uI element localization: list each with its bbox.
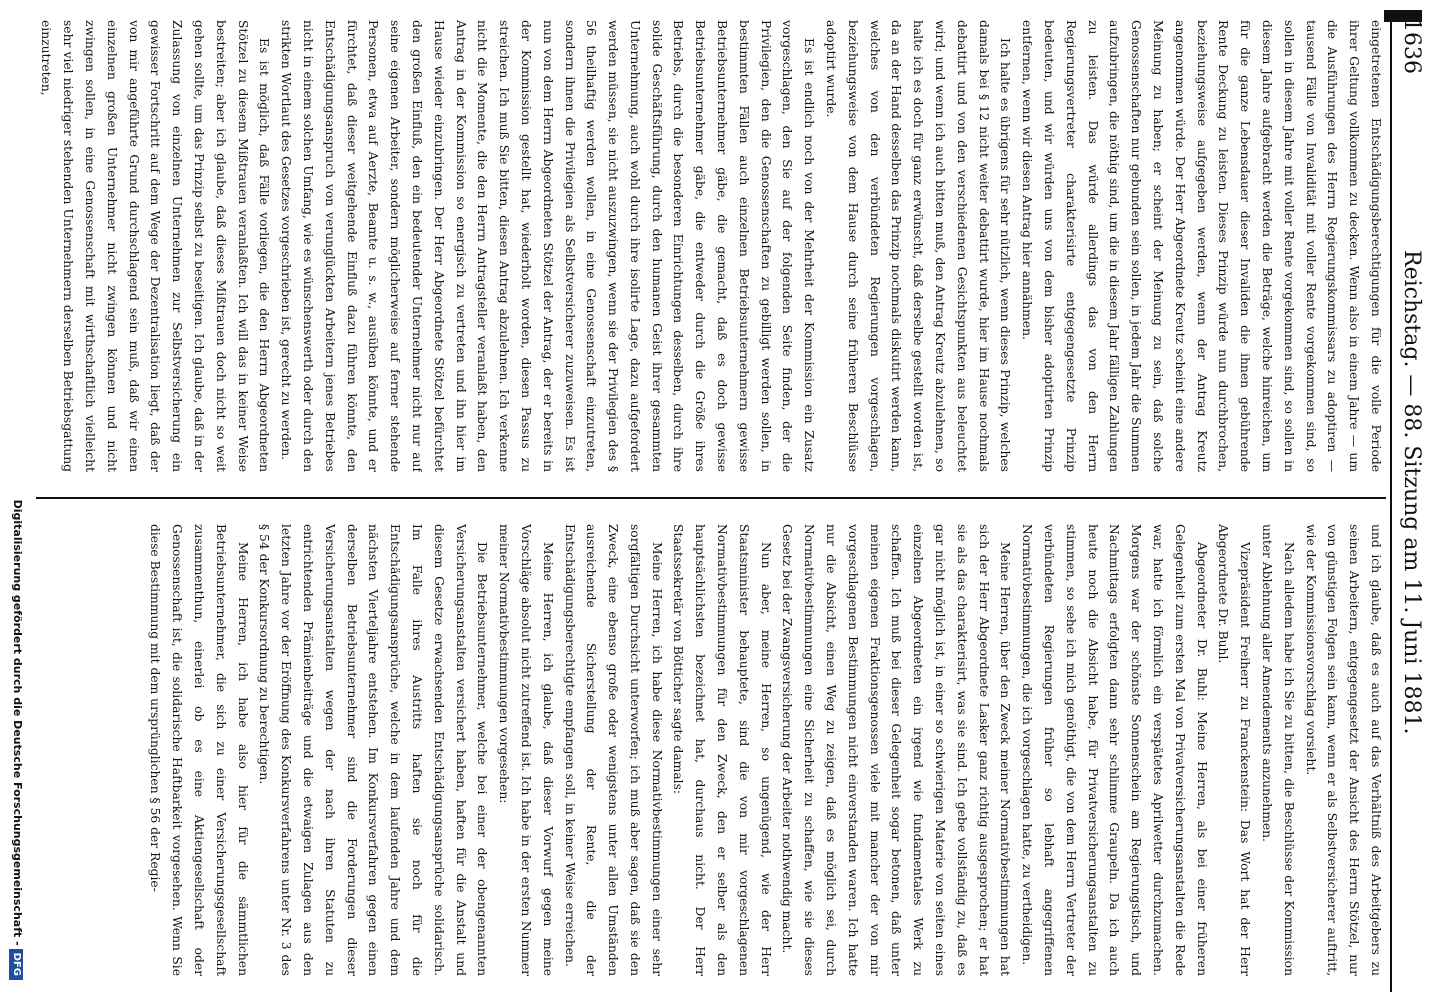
column-divider [36, 497, 1386, 499]
paragraph: Nun aber, meine Herren, so ungenügend, wie der Herr Staatsminister behauptete, sind die von mir vorgeschlagenen Normativbestimmungen für den Zweck, den er selber als den hauptsächlichsten bezeichnet hat, durchaus nicht. Der Herr Staatssekretär von Bötticher sagte damals: [671, 524, 773, 976]
running-title: Reichstag. — 88. Sitzung am 11. Juni 1881. [1399, 250, 1424, 735]
digitization-note: Digitalisierung gefördert durch die Deutsche Forschungsgemeinschaft - [11, 499, 24, 946]
column-right [28, 524, 1386, 976]
header-rule [1390, 12, 1392, 992]
column-left [28, 20, 1386, 472]
paragraph: Es ist endlich noch von der Mehrheit der Kommission ein Zusatz vorgeschlagen, den Sie auf der folgenden Seite finden, der die Privilegien, den die Genossenschaften zu gebilligt werden sollen, in bestimmten Fällen auch einzelnen Betriebsunternehmern gewisse Betriebsunternehmer gäbe, die gemacht, daß es doch gewisse Betriebsunternehmer gäbe, die entweder durch die Größe ihres Betriebs, durch die besonderen Einrichtungen desselben, durch ihre solide Geschäftsführung, durch den humanen Geist ihrer gesammten Unternehmung, auch wohl durch ihre isolirte Lage, dazu aufgefordert werden müssen, sie nicht auszuzwingen, wenn sie der Privilegien des § 56 theilhaftig werden wollen, in eine Genossenschaft einzutreten, sondern ihnen die Privilegien als Selbstversicherer zuzuweisen. Es ist nun von dem Herrn Abgeordneten Stötzel der Antrag, der er bereits in der Kommission gestellt hat, wiederholt worden, diesen Passus zu streichen. Ich muß Sie bitten, diesen Antrag abzulehnen. Ich verkenne nicht die Momente, die den Herrn Antragsteller veranlaßt haben, den Antrag in der Kommission so energisch zu vertreten und ihn hier im Hause wieder einzubringen. Der Herr Abgeordnete Stötzel befürchtet den großen Einfluß, den ein bedeutender Unternehmer nicht nur auf seine eigenen Arbeiter, sondern möglicherweise auf ferner stehende Personen, etwa auf Aerzte, Beamte u. s. w., ausüben könnte, und er fürchtet, daß dieser weitgehende Einfluß dazu führen könnte, den Entschädigungsanspruch von verunglückten Arbeitern jenes Betriebes nicht in einem solchen Umfang, wie es wünschenswerth oder durch den strikten Wortlaut des Gesetzes vorgeschrieben ist, gerecht zu werden. [279, 20, 817, 472]
paragraph: Vizepräsident Freiherr zu Franckenstein: Das Wort hat der Herr Abgeordnete Dr. Buhl. [1216, 524, 1253, 976]
paragraph: Ich halte es übrigens für sehr nützlich, wenn dieses Prinzip, welches damals bei § 12 nicht weiter debattirt wurde, hier im Hause nochmals debattirt und von den verschiedenen Gesichtspunkten aus beleuchtet wird; und wenn ich auch bitten muß, den Antrag Kreutz abzulehnen, so halte ich es doch für ganz erwünscht, daß derselbe gestellt worden ist, da an der Hand desselben das Prinzip nochmals diskutirt werden kann, welches von den verbündeten Regierungen vorgeschlagen, beziehungsweise von dem Hause durch seine früheren Beschlüsse adoptirt wurde. [824, 20, 1013, 472]
paragraph: Meine Herren, ich glaube, daß dieser Vorwurf gegen meine Vorschläge absolut nicht zutreffend ist. Ich habe in der ersten Nummer meiner Normativbestimmungen vorgesehen: [497, 524, 555, 976]
paragraph: Es ist möglich, daß Fälle vorliegen, die den Herrn Abgeordneten Stötzel zu diesem Mißtrauen veranlaßten. Ich will das in keiner Weise bestreiten; aber ich glaube, daß dieses Mißtrauen doch nicht so weit gehen sollte, um das Prinzip selbst zu beseitigen. Ich glaube, daß in der Zulassung von einzelnen Unternehmen zur Selbstversicherung ein gewisser Fortschritt auf dem Wege der Dezentralisation liegt, daß der von mir angeführte Grund durchschlagend sein muß, daß wir einen einzelnen großen Unternehmer nicht zwingen können und nicht zwingen sollen, in eine Genossenschaft mit wirthschaftlich vielleicht sehr viel niedriger stehenden Unternehmern derselben Betriebsgattung einzutreten, [39, 20, 272, 472]
page-header [1388, 0, 1428, 1000]
quote-paragraph: Meine Herren, ich habe diese Normativbestimmungen einer sehr sorgfältigen Durchsicht unterworfen; ich muß aber sagen, daß sie den Zweck, eine ebenso große oder wenigstens unter allen Umständen ausreichende Sicherstellung der Rente, die der Entschädigungsberechtigte empfangen soll, in keiner Weise erreichen. [562, 524, 664, 976]
paragraph: Abgeordneter Dr. Buhl: Meine Herren, als bei einer früheren Gelegenheit zum ersten Mal von Privatversicherungsanstalten die Rede war, hatte ich förmlich ein verspätetes Aprilwetter durchzumachen. Morgens war der schönste Sonnenschein am Regierungstisch, und Nachmittags erfolgten dann sehr schlimme Graupeln. Da ich auch heute noch die Absicht habe, für Privatversicherungsanstalten zu stimmen, so sehe ich mich genöthigt, die von dem Herrn Vertreter der verbündeten Regierungen früher so lebhaft angegriffenen Normativbestimmungen, die ich vorgeschlagen hatte, zu vertheidigen. [1020, 524, 1209, 976]
page-number: 1636 [1399, 18, 1424, 74]
digitization-footer [9, 120, 24, 980]
paragraph: Nach alledem habe ich Sie zu bitten, die Beschlüsse der Kommission unter Ablehnung aller Amendements anzunehmen. [1260, 524, 1296, 976]
dfg-logo: DFG [9, 949, 23, 980]
paragraph: und ich glaube, daß es auch auf das Verhältniß des Arbeitgebers zu seinen Arbeitern, entgegengesetzt der Ansicht des Herrn Stötzel, nur von günstigen Folgen sein kann, wenn er als Selbstversicherer auftritt, wie der Kommissionsvorschlag vorsieht. [1303, 524, 1383, 976]
paragraph: eingetretenen Entschädigungsberechtigungen für die volle Periode ihrer Geltung vollkommen zu decken. Wenn also in einem Jahre — um die Ausführungen des Herrn Regierungskommissars zu adoptiren — tausend Fälle von Invalidität mit voller Rente vorgekommen sind, so sollen in diesem Jahre mit voller Rente vorgekommen sind, so sollen in diesem Jahre aufgebracht werden die Beträge, welche hinreichen, um für die ganze Lebensdauer dieser Invaliden die ihnen gebührende Rente Deckung zu leisten. Dieses Prinzip würde nun durchbrochen, beziehungsweise aufgegeben werden, wenn der Antrag Kreutz angenommen würde. Der Herr Abgeordnete Kreutz scheint eine andere Meinung zu haben; er scheint der Meinung zu sein, daß solche Genossenschaften nur gebunden sein sollen, in jedem Jahr die Summen aufzubringen, die nöthig sind, um die in diesem Jahr fälligen Zahlungen zu leisten. Das würde allerdings das von den Herrn Regierungsvertreter charakterisirte entgegengesetzte Prinzip bedeuten, und wir würden uns von dem bisher adoptirten Prinzip entfernen, wenn wir diesen Antrag hier annähmen. [1020, 20, 1383, 472]
quote-paragraph: Die Betriebsunternehmer, welche bei einer der obengenannten Versicherungsanstalten versichert haben, haften für die Anstalt und diesem Gesetze erwachsenden Entschädigungsansprüche solidarisch. Im Falle ihres Austritts haften sie noch für die Entschädigungsansprüche, welche in dem laufenden Jahre und dem nächsten Vierteljahre entstehen. Im Konkursverfahren gegen einen derselben Betriebsunternehmer sind die Forderungen dieser Versicherungsanstalten wegen der nach ihren Statuten zu entrichtenden Prämienbeiträge und die etwaigen Zulagen aus den letzten Jahre vor der Eröffnung des Konkursverfahrens unter Nr. 3 des § 54 der Konkursordnung zu berechtigen. [257, 524, 490, 976]
paragraph: Meine Herren, über den Zweck meiner Normativbestimmungen hat sich der Herr Abgeordnete Lasker ganz richtig ausgesprochen; er hat sie als das charakterisirt, was sie sind. Ich gebe vollständig zu, daß es gar nicht möglich ist, in einer so schwierigen Materie von seiten eines einzelnen Abgeordneten ein irgend wie fundamentales Werk zu schaffen. Ich muß bei dieser Gelegenheit sogar betonen, daß unter meinen eigenen Fraktionsgenossen viele mit mancher der von mir vorgeschlagenen Bestimmungen nicht einverstanden waren. Ich hatte nur die Absicht, einen Weg zu zeigen, daß es möglich sei, durch Normativbestimmungen eine Sicherheit zu schaffen, wie sie dieses Gesetz bei der Zwangsversicherung der Arbeiter nothwendig macht. [780, 524, 1013, 976]
paragraph: Meine Herren, ich habe also hier für die sämmtlichen Betriebsunternehmer, die sich zu einer Versicherungsgesellschaft zusammenthun, einerlei ob es eine Aktiengesellschaft oder Genossenschaft ist, die solidarische Haftbarkeit vorgesehen. Wenn Sie diese Bestimmung mit dem ursprünglichen § 56 der Regie- [148, 524, 250, 976]
